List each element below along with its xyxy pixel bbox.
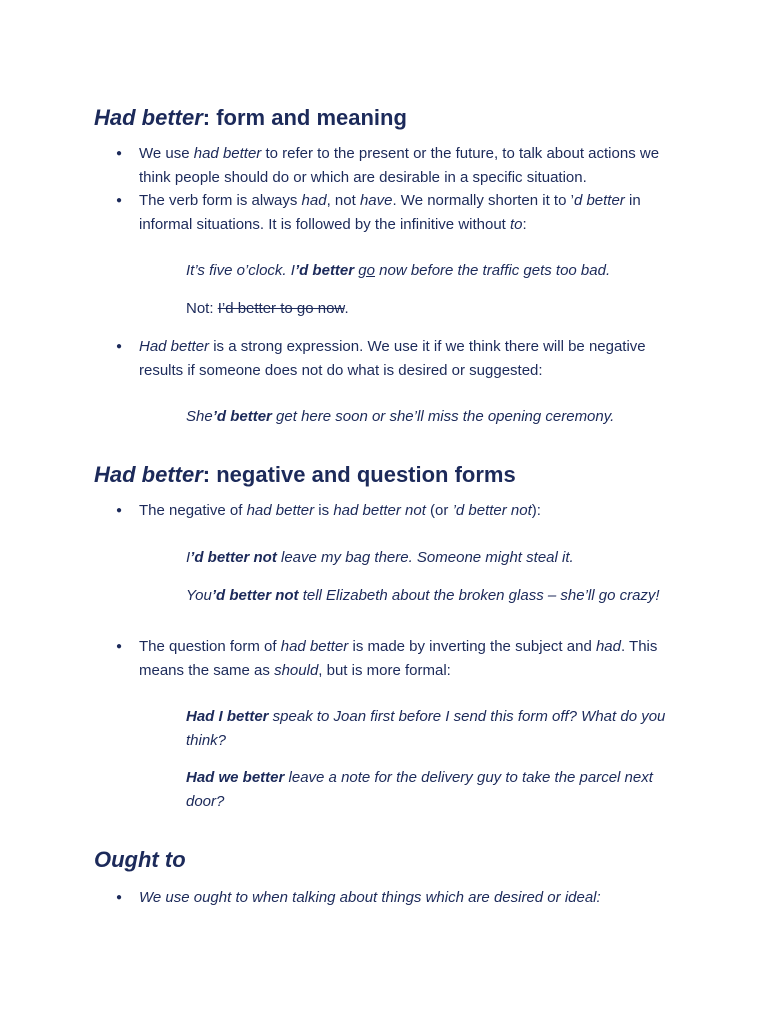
example-sentence: You’d better not tell Elizabeth about the broken glass – she’ll go crazy!: [186, 587, 660, 604]
bullet-item-usage: ● We use had better to refer to the present or the future, to talk about actions we think people should do or which are desirable in a specific situation.: [139, 142, 679, 189]
example-sentence: I’d better not leave my bag there. Someone might steal it.: [186, 549, 574, 566]
example-sentence: It’s five o’clock. I’d better go now before the traffic gets too bad.: [186, 262, 611, 279]
heading-emphasis: Ought to: [94, 847, 186, 872]
bullet-item-negative: ● The negative of had better is had better not (or ’d better not):: [139, 499, 679, 523]
heading-ought-to: [94, 846, 186, 874]
heading-negative-question-forms: [94, 461, 516, 489]
example-sentence: She’d better get here soon or she’ll miss the opening ceremony.: [186, 408, 615, 425]
heading-emphasis: Had better: [94, 462, 203, 487]
heading-text: : form and meaning: [202, 105, 407, 130]
bullet-item-strong-expression: ● Had better is a strong expression. We use it if we think there will be negative results if someone does not do what is desired or suggested:: [139, 335, 679, 382]
bullet-item-ought-to-usage: ● We use ought to when talking about things which are desired or ideal:: [139, 886, 679, 910]
example-sentence: Had I better speak to Joan first before I send this form off? What do you think?: [186, 708, 666, 749]
heading-text: : negative and question forms: [202, 462, 516, 487]
example-sentence: Had we better leave a note for the delivery guy to take the parcel next door?: [186, 769, 653, 810]
heading-had-better-form-meaning: [94, 104, 407, 132]
bullet-item-verb-form: ● The verb form is always had, not have. We normally shorten it to ’d better in informal situations. It is followed by the infinitive without to:: [139, 189, 679, 236]
heading-emphasis: Had better: [94, 105, 203, 130]
incorrect-example: Not: I’d better to go now.: [186, 300, 349, 317]
bullet-item-question-form: ● The question form of had better is made by inverting the subject and had. This means the same as should, but is more formal:: [139, 635, 679, 682]
